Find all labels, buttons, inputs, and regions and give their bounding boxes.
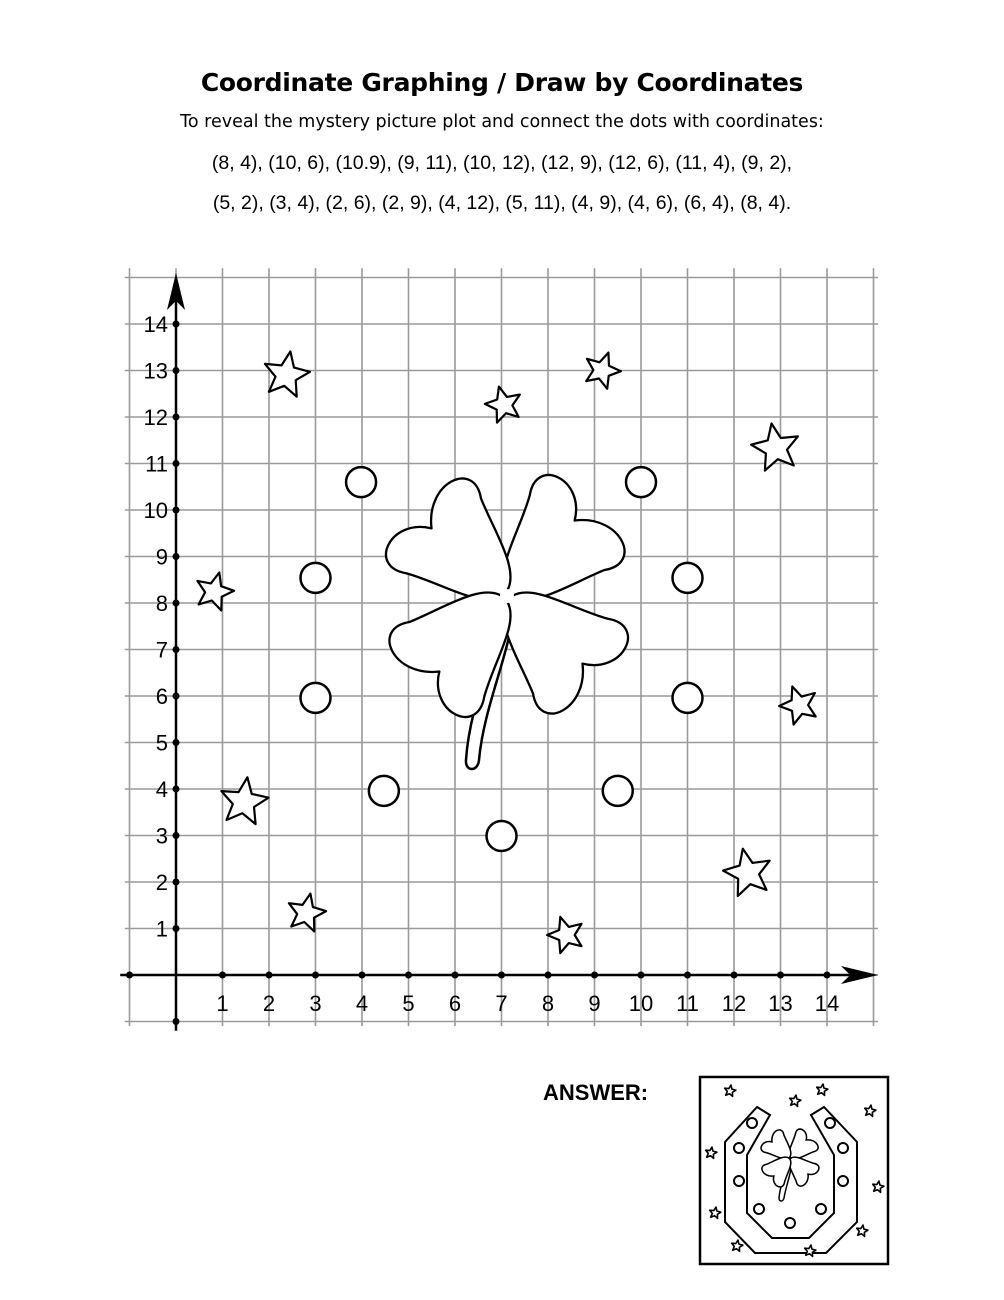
y-tick-label: 8 <box>155 591 168 616</box>
horseshoe-nail-hole <box>838 1143 848 1153</box>
answer-label: ANSWER: <box>543 1080 649 1105</box>
circle-mark <box>626 467 656 497</box>
x-tick-dot <box>405 972 412 979</box>
circle-mark <box>603 776 633 806</box>
y-tick-label: 6 <box>155 684 168 709</box>
y-tick-label: 12 <box>143 405 168 430</box>
star-icon <box>197 573 234 611</box>
y-tick-label: 7 <box>155 637 168 663</box>
star-icon <box>723 849 770 896</box>
x-tick-dot <box>777 972 784 979</box>
x-tick-dot <box>824 972 831 979</box>
y-tick-label: 2 <box>155 870 168 895</box>
y-tick-label: 10 <box>143 498 168 523</box>
coordinates-line-2: (5, 2), (3, 4), (2, 6), (2, 9), (4, 12), (5, 11), (4, 9), (4, 6), (6, 4), (8, 4). <box>212 192 792 214</box>
y-tick-dot <box>173 646 180 653</box>
clover-center <box>500 589 514 603</box>
x-tick-label: 2 <box>262 991 276 1016</box>
page-title: Coordinate Graphing / Draw by Coordinates <box>200 68 804 97</box>
horseshoe-nail-hole <box>734 1143 744 1153</box>
circle-mark <box>369 776 399 806</box>
y-tick-dot <box>173 414 180 421</box>
x-tick-dot <box>219 972 226 979</box>
y-tick-dot <box>173 507 180 514</box>
circle-mark <box>301 683 331 713</box>
x-tick-dot <box>266 972 273 979</box>
y-tick-dot <box>173 786 180 793</box>
star-icon <box>289 894 326 932</box>
y-tick-dot <box>173 460 180 467</box>
x-tick-label: 14 <box>814 991 840 1016</box>
horseshoe-nail-hole <box>747 1118 757 1128</box>
y-tick-dot <box>173 553 180 560</box>
x-tick-label: 10 <box>628 991 654 1016</box>
y-tick-dot <box>173 321 180 328</box>
x-tick-label: 11 <box>676 991 699 1016</box>
x-tick-dot <box>126 972 133 979</box>
y-tick-label: 13 <box>143 358 168 384</box>
horseshoe-nail-hole <box>785 1218 795 1228</box>
horseshoe-nail-hole <box>734 1176 744 1186</box>
star-icon <box>265 352 310 397</box>
y-tick-dot <box>173 879 180 886</box>
x-tick-label: 3 <box>309 991 322 1016</box>
circle-mark <box>301 563 331 593</box>
y-tick-label: 5 <box>155 730 168 756</box>
x-tick-label: 7 <box>495 991 508 1016</box>
x-tick-label: 5 <box>402 991 415 1016</box>
circle-mark <box>673 563 703 593</box>
x-tick-label: 9 <box>588 991 601 1016</box>
circle-mark <box>673 683 703 713</box>
x-tick-dot <box>312 972 319 979</box>
x-tick-dot <box>638 972 645 979</box>
star-icon <box>221 777 268 824</box>
y-tick-label: 3 <box>155 823 168 849</box>
x-tick-dot <box>731 972 738 979</box>
x-tick-dot <box>452 972 459 979</box>
circle-mark <box>346 467 376 497</box>
x-tick-dot <box>359 972 366 979</box>
x-tick-label: 13 <box>768 991 793 1016</box>
y-tick-dot <box>173 925 180 932</box>
star-icon <box>779 687 816 725</box>
star-icon <box>547 917 581 953</box>
y-tick-dot <box>173 600 180 607</box>
x-tick-label: 6 <box>448 991 462 1016</box>
answer-thumbnail <box>700 1077 888 1264</box>
circle-mark <box>487 821 517 851</box>
y-tick-label: 1 <box>155 916 168 942</box>
x-tick-dot <box>591 972 598 979</box>
y-tick-dot <box>173 739 180 746</box>
y-tick-dot <box>173 367 180 374</box>
x-tick-label: 4 <box>355 991 369 1016</box>
y-tick-label: 11 <box>145 451 168 477</box>
horseshoe-nail-hole <box>825 1118 835 1128</box>
horseshoe-nail-hole <box>754 1204 764 1214</box>
y-tick-dot <box>173 693 180 700</box>
x-tick-dot <box>545 972 552 979</box>
x-tick-label: 8 <box>541 991 555 1016</box>
y-tick-dot <box>173 1018 180 1025</box>
y-tick-label: 4 <box>155 777 168 802</box>
horseshoe-nail-hole <box>816 1204 826 1214</box>
coordinates-line-1: (8, 4), (10, 6), (10.9), (9, 11), (10, 12), (12, 9), (12, 6), (11, 4), (9, 2), <box>211 152 793 174</box>
x-tick-label: 12 <box>721 991 747 1016</box>
x-tick-dot <box>498 972 505 979</box>
x-tick-label: 1 <box>216 991 229 1016</box>
y-tick-label: 14 <box>143 312 168 337</box>
y-tick-dot <box>173 832 180 839</box>
four-leaf-clover <box>378 467 636 769</box>
y-tick-label: 9 <box>155 544 168 570</box>
horseshoe-nail-hole <box>838 1176 848 1186</box>
x-tick-dot <box>684 972 691 979</box>
instruction-text: To reveal the mystery picture plot and connect the dots with coordinates: <box>180 112 824 132</box>
